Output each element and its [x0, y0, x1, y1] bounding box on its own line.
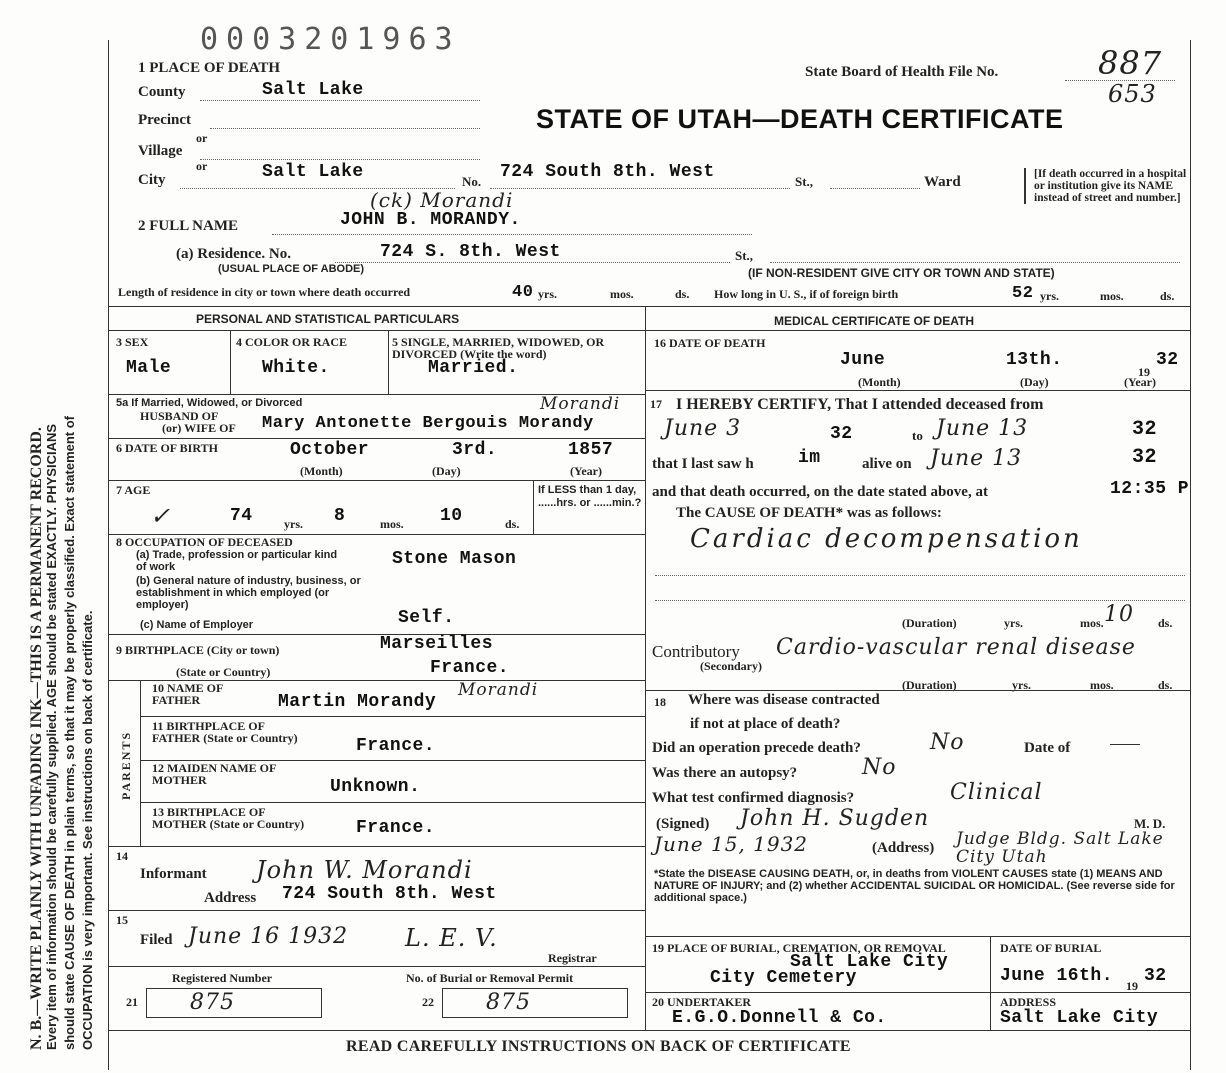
informant-label: Informant	[140, 866, 207, 882]
father-value: Martin Morandy	[278, 692, 437, 712]
birthplace-country: France.	[430, 658, 510, 678]
to-year: 32	[1132, 418, 1158, 441]
or-label-2: or	[196, 159, 208, 173]
informant-number: 14	[116, 849, 128, 863]
undertaker-address-label: ADDRESS	[1000, 995, 1057, 1009]
residence-line	[335, 262, 730, 263]
full-name-line	[272, 234, 752, 235]
filed-number: 15	[116, 913, 128, 927]
cause-line-2	[655, 575, 1185, 576]
section-heading-line	[108, 330, 1190, 331]
row-line-birthplace	[108, 634, 645, 635]
city-label: City	[138, 172, 166, 188]
operation-value: No	[930, 730, 965, 755]
footer-instructions: READ CAREFULLY INSTRUCTIONS ON BACK OF CERTIFICATE	[346, 1038, 851, 1055]
test-value: Clinical	[950, 780, 1043, 805]
grid-top-line	[108, 306, 1190, 307]
registered-prefix: 21	[126, 995, 138, 1009]
color-value: White.	[262, 358, 330, 378]
age-mos-label: mos.	[380, 517, 404, 531]
sex-value: Male	[126, 358, 172, 378]
or-label-1: or	[196, 131, 208, 145]
occupation-b-label: (b) General nature of industry, business, or establishment in which employed (or employer)	[136, 575, 361, 611]
personal-heading: PERSONAL AND STATISTICAL PARTICULARS	[196, 312, 460, 326]
color-label: 4 COLOR OR RACE	[236, 335, 348, 349]
row-line-informant	[108, 846, 645, 847]
ward-label: Ward	[924, 174, 961, 190]
grid-bottom-line	[108, 1030, 1190, 1031]
spouse-value: Mary Antonette Bergouis Morandy	[262, 414, 594, 433]
row-line-undertaker	[645, 992, 1190, 993]
informant-address: 724 South 8th. West	[282, 884, 497, 904]
mother-birthplace: France.	[356, 818, 436, 838]
permit-number: 875	[486, 990, 531, 1015]
street-value: 724 South 8th. West	[500, 162, 715, 182]
row-line-where	[645, 690, 1190, 691]
date-of-label: Date of	[1024, 740, 1071, 756]
death-time: 12:35 P	[1110, 479, 1190, 499]
age-label: 7 AGE	[116, 483, 151, 497]
burial-date: June 16th.	[1000, 966, 1114, 986]
dob-label: 6 DATE OF BIRTH	[116, 441, 218, 455]
row-line-filed	[108, 910, 645, 911]
side-note-line3: should state CAUSE OF DEATH in plain terms, so that it may be properly classified. Exact statement of	[62, 415, 77, 1050]
last-saw-text: that I last saw h	[652, 456, 754, 472]
form-left-border	[108, 40, 109, 1070]
row-line-age	[108, 480, 645, 481]
secondary-yrs: yrs.	[1012, 678, 1031, 692]
color-marital-divider	[388, 330, 389, 394]
age-checkmark: ✓	[150, 502, 172, 530]
burial-place-1: Salt Lake City	[790, 952, 949, 972]
us-years-value: 52	[1012, 284, 1034, 303]
permit-number-box	[442, 988, 628, 1018]
occupation-a-label: (a) Trade, profession or particular kind of work	[136, 549, 338, 573]
physician-signature: John H. Sugden	[740, 806, 930, 831]
row-line-mother-bp	[140, 802, 645, 803]
employer-value: Self.	[398, 608, 455, 628]
to-label: to	[912, 428, 923, 443]
secondary-ds: ds.	[1158, 678, 1173, 692]
us-yrs-label: yrs.	[1040, 289, 1059, 303]
autopsy-value: No	[862, 755, 897, 780]
physician-address: Judge Bldg. Salt Lake City Utah	[956, 829, 1164, 867]
full-name-label: 2 FULL NAME	[138, 218, 239, 234]
death-day-caption: (Day)	[1020, 375, 1049, 389]
hospital-note: [If death occurred in a hospital or institution give its NAME instead of street and number.]	[1024, 168, 1192, 204]
duration-months-value: 10	[1104, 602, 1134, 627]
date-of-dash	[1110, 744, 1140, 745]
county-value: Salt Lake	[262, 80, 364, 100]
county-line	[200, 100, 480, 101]
autopsy-label: Was there an autopsy?	[652, 765, 798, 781]
occupation-label: 8 OCCUPATION OF DECEASED	[116, 535, 293, 549]
dob-month: October	[290, 440, 370, 460]
duration-ds: ds.	[1158, 616, 1173, 630]
age-days: 10	[440, 506, 463, 526]
death-year: 32	[1156, 350, 1179, 370]
dob-year: 1857	[568, 440, 614, 460]
spouse-label-1: 5a If Married, Widowed, or Divorced	[116, 397, 303, 409]
filed-label: Filed	[140, 932, 173, 948]
state-file-number: 887	[1098, 44, 1163, 82]
record-stamp-number: 0003201963	[200, 22, 461, 57]
cause-line-3	[655, 600, 1185, 601]
certify-text: I HEREBY CERTIFY, That I attended deceased from	[676, 396, 1044, 413]
center-divider	[645, 306, 646, 1030]
contributory-cause: Cardio-vascular renal disease	[776, 635, 1136, 660]
certificate-title: STATE OF UTAH—DEATH CERTIFICATE	[536, 104, 1064, 134]
employer-label: (c) Name of Employer	[140, 619, 254, 631]
registrar-signature: L. E. V.	[405, 924, 498, 952]
side-note-line1: N. B.—WRITE PLAINLY WITH UNFADING INK—THIS IS A PERMANENT RECORD.	[28, 427, 45, 1050]
cause-footnote: *State the DISEASE CAUSING DEATH, or, in deaths from VIOLENT CAUSES state (1) MEANS AND NATURE OF INJURY; and (2) whether ACCIDENTAL SUICIDAL OR HOMICIDAL. (See reverse side for additional space.)	[654, 868, 1175, 904]
age-ds-label: ds.	[505, 517, 520, 531]
attended-from: June 3	[664, 416, 742, 441]
residence-label: (a) Residence. No.	[176, 246, 291, 262]
marital-label: 5 SINGLE, MARRIED, WIDOWED, OR DIVORCED (Write the word)	[392, 335, 605, 361]
burial-place-2: City Cemetery	[710, 968, 857, 988]
spouse-label-2: HUSBAND OF	[140, 409, 219, 423]
duration-label: (Duration)	[902, 616, 957, 630]
length-mos-label: mos.	[610, 287, 634, 301]
age-years: 74	[230, 506, 253, 526]
death-date-label: 16 DATE OF DEATH	[654, 336, 766, 350]
length-ds-label: ds.	[675, 287, 690, 301]
age-months: 8	[334, 506, 346, 526]
age-yrs-label: yrs.	[284, 517, 303, 531]
burial-date-label: DATE OF BURIAL	[1000, 941, 1102, 955]
secondary-caption: (Secondary)	[700, 659, 762, 673]
mother-value: Unknown.	[330, 777, 421, 797]
death-year-prefix: 19	[1138, 365, 1150, 379]
burial-divider	[990, 936, 991, 1030]
spouse-label-3: (or) WIFE OF	[162, 421, 236, 435]
secondary-mos: mos.	[1090, 678, 1114, 692]
last-saw-year: 32	[1132, 446, 1158, 469]
less-than-day-label: If LESS than 1 day, ......hrs. or ......min.?	[538, 484, 642, 509]
dob-day: 3rd.	[452, 440, 498, 460]
full-name-value: JOHN B. MORANDY.	[340, 210, 521, 230]
physician-address-label: (Address)	[872, 840, 935, 856]
usual-place-caption: (USUAL PLACE OF ABODE)	[218, 263, 365, 275]
non-resident-caption: (IF NON-RESIDENT GIVE CITY OR TOWN AND STATE)	[748, 266, 1055, 280]
row-line-certify	[645, 390, 1190, 391]
signed-label: (Signed)	[656, 816, 710, 832]
medical-heading: MEDICAL CERTIFICATE OF DEATH	[774, 314, 974, 328]
residence-st-label: St.,	[735, 248, 754, 263]
age-divider	[533, 480, 534, 534]
length-yrs-label: yrs.	[538, 287, 557, 301]
us-mos-label: mos.	[1100, 289, 1124, 303]
informant-signature: John W. Morandi	[256, 856, 473, 884]
registered-number-label: Registered Number	[172, 971, 273, 985]
duration-mos: mos.	[1080, 616, 1104, 630]
alive-on-label: alive on	[862, 456, 912, 472]
where-contracted-label-2: if not at place of death?	[690, 716, 841, 732]
state-file-label: State Board of Health File No.	[805, 64, 999, 80]
death-year-caption: (Year)	[1124, 375, 1156, 389]
from-year: 32	[830, 424, 853, 444]
dob-month-caption: (Month)	[300, 464, 343, 478]
attended-to: June 13	[936, 416, 1029, 441]
street-line	[490, 188, 790, 189]
where-contracted-label: Where was disease contracted	[688, 692, 880, 708]
ward-line	[830, 188, 920, 189]
last-saw-date: June 13	[930, 446, 1023, 471]
row-line-burial	[645, 936, 1190, 937]
st-label: St.,	[795, 174, 814, 189]
side-instructions	[0, 0, 110, 1073]
certify-number: 17	[650, 397, 662, 411]
death-day: 13th.	[1006, 350, 1063, 370]
signed-date: June 15, 1932	[654, 832, 809, 856]
registered-number: 875	[190, 990, 235, 1015]
parents-label: PARENTS	[119, 730, 133, 800]
village-line	[200, 159, 480, 160]
village-label: Village	[138, 143, 183, 159]
city-value: Salt Lake	[262, 162, 364, 182]
side-note-line2: Every item of information should be carefully supplied. AGE should be stated EXACTLY. PHYSICIANS	[44, 423, 59, 1050]
duration-yrs: yrs.	[1004, 616, 1023, 630]
cause-text: The CAUSE OF DEATH* was as follows:	[676, 505, 942, 521]
spouse-correction: Morandi	[540, 394, 621, 414]
where-number: 18	[654, 695, 666, 709]
burial-year: 32	[1144, 966, 1167, 986]
residence-line-2	[770, 262, 1180, 263]
undertaker-label: 20 UNDERTAKER	[652, 995, 752, 1009]
death-time-text: and that death occurred, on the date stated above, at	[652, 484, 988, 500]
sex-color-divider	[230, 330, 231, 394]
how-long-us-label: How long in U. S., if of foreign birth	[714, 287, 899, 301]
name-correction: (ck) Morandi	[370, 188, 514, 212]
residence-value: 724 S. 8th. West	[380, 242, 561, 262]
operation-label: Did an operation precede death?	[652, 740, 861, 756]
length-residence-label: Length of residence in city or town where death occurred	[118, 285, 411, 299]
secondary-duration-label: (Duration)	[902, 678, 957, 692]
birthplace-state-caption: (State or Country)	[176, 665, 271, 679]
dob-day-caption: (Day)	[432, 464, 461, 478]
place-of-death-heading: 1 PLACE OF DEATH	[138, 60, 281, 76]
row-line-father-bp	[140, 716, 645, 717]
cause-of-death: Cardiac decompensation	[690, 524, 1083, 554]
informant-address-label: Address	[204, 890, 257, 906]
undertaker-address: Salt Lake City	[1000, 1008, 1159, 1028]
dob-year-caption: (Year)	[570, 464, 602, 478]
birthplace-city: Marseilles	[380, 634, 494, 654]
contributory-label: Contributory	[652, 642, 740, 661]
street-no-label: No.	[462, 174, 482, 189]
length-residence-years: 40	[512, 283, 534, 302]
row-line-registered	[108, 966, 645, 967]
father-birthplace: France.	[356, 736, 436, 756]
burial-place-label: 19 PLACE OF BURIAL, CREMATION, OR REMOVAL	[652, 941, 946, 955]
birthplace-label: 9 BIRTHPLACE (City or town)	[116, 643, 280, 657]
precinct-label: Precinct	[138, 112, 192, 128]
death-month: June	[840, 350, 886, 370]
burial-permit-label: No. of Burial or Removal Permit	[406, 971, 574, 985]
registrar-label: Registrar	[548, 951, 597, 965]
county-label: County	[138, 84, 186, 100]
undertaker-value: E.G.O.Donnell & Co.	[672, 1008, 887, 1028]
father-correction: Morandi	[458, 680, 539, 700]
father-birthplace-label: 11 BIRTHPLACE OF FATHER (State or Country)	[152, 719, 298, 745]
burial-year-prefix: 19	[1126, 979, 1138, 993]
permit-prefix: 22	[422, 995, 434, 1009]
death-month-caption: (Month)	[858, 375, 901, 389]
mother-label: 12 MAIDEN NAME OF MOTHER	[152, 761, 276, 787]
father-label: 10 NAME OF FATHER	[152, 681, 223, 707]
row-line-dob	[108, 438, 645, 439]
precinct-line	[210, 128, 480, 129]
last-saw-him: im	[798, 448, 821, 468]
occupation-value: Stone Mason	[392, 549, 517, 569]
us-ds-label: ds.	[1160, 289, 1175, 303]
filed-date: June 16 1932	[188, 924, 349, 949]
test-label: What test confirmed diagnosis?	[652, 790, 855, 806]
md-label: M. D.	[1134, 816, 1166, 831]
mother-birthplace-label: 13 BIRTHPLACE OF MOTHER (State or Country)	[152, 805, 305, 831]
parents-divider	[140, 680, 141, 846]
file-number-handwritten: 653	[1108, 80, 1157, 108]
sex-label: 3 SEX	[116, 335, 149, 349]
side-note-line4: OCCUPATION is very important. See instructions on back of certificate.	[80, 610, 95, 1050]
marital-value: Married.	[428, 358, 519, 378]
